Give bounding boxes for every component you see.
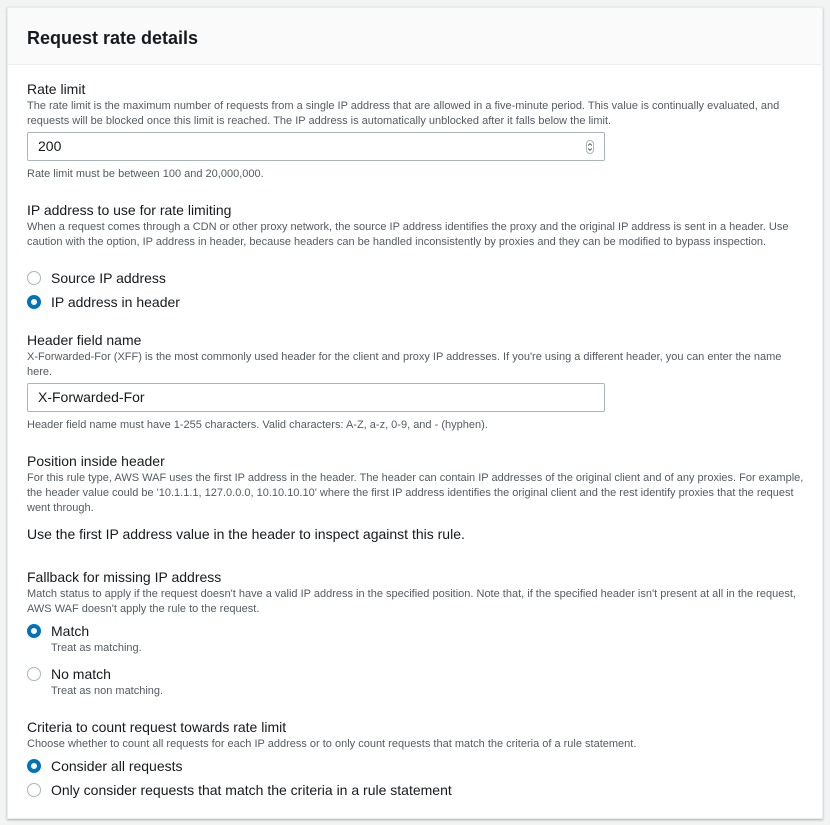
criteria-description: Choose whether to count all requests for each IP address or to only count requests that match the criteria of a rule statement. bbox=[27, 738, 637, 750]
request-rate-details-panel bbox=[7, 7, 823, 819]
header-field-value: X-Forwarded-For bbox=[38, 389, 145, 405]
radio-circle[interactable] bbox=[27, 271, 41, 285]
fallback-label: Fallback for missing IP address bbox=[27, 569, 222, 585]
header-field-label: Header field name bbox=[27, 332, 142, 348]
ip-address-label: IP address to use for rate limiting bbox=[27, 202, 232, 218]
rate-limit-description: The rate limit is the maximum number of requests from a single IP address that are allowed in a five-minute period. This value is continually evaluated, and requests will be blocked once this limit is reached. The IP address is automatically unblocked after it falls below the limit. bbox=[27, 100, 780, 127]
radio-consider-matching[interactable] bbox=[27, 781, 452, 799]
header-field-constraint: Header field name must have 1-255 characters. Valid characters: A-Z, a-z, 0-9, and - (hyphen). bbox=[27, 419, 488, 431]
radio-match[interactable] bbox=[27, 622, 89, 640]
radio-label: No match bbox=[51, 666, 111, 682]
radio-circle-checked[interactable] bbox=[27, 295, 41, 309]
panel-title: Request rate details bbox=[27, 28, 199, 48]
radio-match-sub: Treat as matching. bbox=[51, 642, 142, 654]
radio-circle-checked[interactable] bbox=[27, 759, 41, 773]
rate-limit-label: Rate limit bbox=[27, 81, 86, 97]
position-value-text: Use the first IP address value in the header to inspect against this rule. bbox=[27, 526, 465, 542]
header-field-description: X-Forwarded-For (XFF) is the most commonly used header for the client and proxy IP addresses. If you're using a different header, you can enter the name here. bbox=[27, 351, 782, 378]
radio-circle-checked[interactable] bbox=[27, 624, 41, 638]
radio-label: Consider all requests bbox=[51, 758, 183, 774]
radio-circle[interactable] bbox=[27, 783, 41, 797]
radio-source-ip[interactable] bbox=[27, 269, 166, 287]
radio-consider-all[interactable] bbox=[27, 757, 183, 775]
radio-label: Only consider requests that match the criteria in a rule statement bbox=[51, 782, 452, 798]
ip-address-description: When a request comes through a CDN or other proxy network, the source IP address identifies the proxy and the original IP address is sent in a header. Use caution with the option, IP address in header, because headers can be handled inconsistently by proxies and they can be modified to bypass inspection. bbox=[27, 221, 789, 248]
criteria-label: Criteria to count request towards rate limit bbox=[27, 719, 287, 735]
radio-ip-in-header[interactable] bbox=[27, 293, 180, 311]
radio-circle[interactable] bbox=[27, 667, 41, 681]
fallback-description: Match status to apply if the request doesn't have a valid IP address in the specified position. Note that, if the specified header isn't present at all in the request, AWS WAF doesn't apply the rule to the request. bbox=[27, 588, 796, 615]
rate-limit-input[interactable] bbox=[27, 132, 605, 161]
panel-header bbox=[8, 8, 822, 65]
radio-no-match[interactable] bbox=[27, 665, 111, 683]
position-label: Position inside header bbox=[27, 453, 165, 469]
stepper-arrows-icon[interactable] bbox=[586, 140, 594, 154]
radio-label: Match bbox=[51, 623, 90, 639]
radio-label: Source IP address bbox=[51, 270, 166, 286]
radio-label: IP address in header bbox=[51, 294, 180, 310]
radio-no-match-sub: Treat as non matching. bbox=[51, 685, 164, 697]
position-description: For this rule type, AWS WAF uses the first IP address in the header. The header can contain IP addresses of the original client and of any proxies. For example, the header value could be '10.1.1.1, 127.0.0.0, 10.10.10.10' where the first IP address identifies the original client and the rest identify proxies that the request went through. bbox=[27, 472, 804, 514]
rate-limit-constraint: Rate limit must be between 100 and 20,000,000. bbox=[27, 168, 264, 180]
header-field-input[interactable] bbox=[27, 383, 605, 412]
rate-limit-value: 200 bbox=[38, 138, 62, 154]
